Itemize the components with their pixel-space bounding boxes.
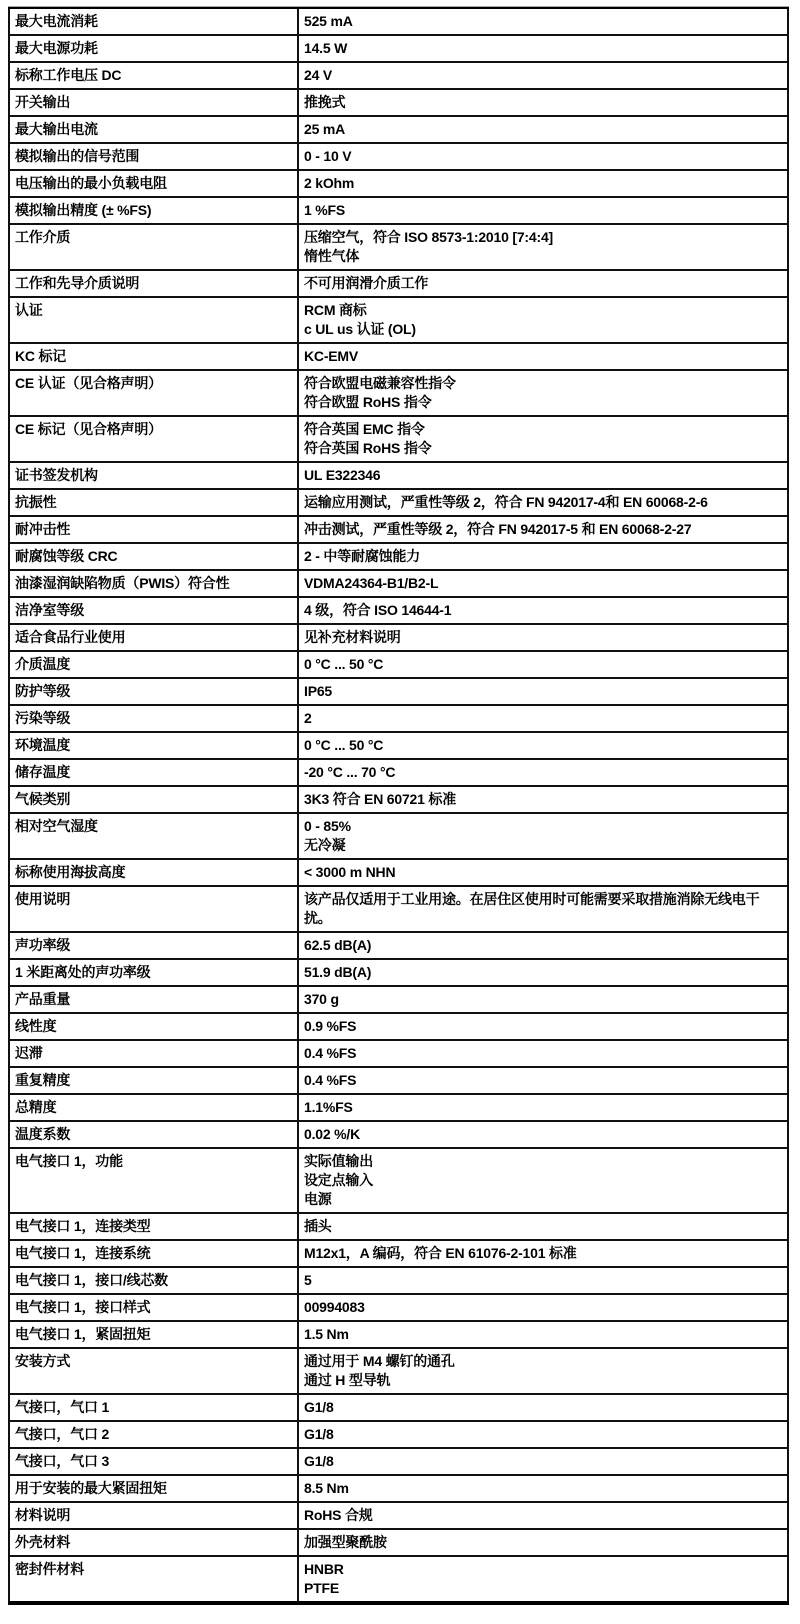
spec-property-label: 气接口，气口 2 xyxy=(9,1421,298,1448)
spec-property-value xyxy=(298,1348,788,1394)
spec-value-line: IP65 xyxy=(304,683,332,699)
spec-row xyxy=(9,35,788,62)
spec-value-line: 该产品仅适用于工业用途。在居住区使用时可能需要采取措施消除无线电干扰。 xyxy=(304,891,760,926)
spec-property-value xyxy=(298,813,788,859)
spec-value-line: 加强型聚酰胺 xyxy=(304,1534,387,1550)
spec-property-label: 温度系数 xyxy=(9,1121,298,1148)
spec-property-label: 最大电源功耗 xyxy=(9,35,298,62)
spec-row xyxy=(9,678,788,705)
spec-value-line: 0 - 85% xyxy=(304,818,351,834)
spec-row xyxy=(9,8,788,36)
spec-value-line: 实际值输出 xyxy=(304,1153,373,1169)
spec-property-label: 模拟输出精度 (± %FS) xyxy=(9,197,298,224)
spec-value-line: 00994083 xyxy=(304,1299,365,1315)
spec-row xyxy=(9,1240,788,1267)
spec-property-label: 耐冲击性 xyxy=(9,516,298,543)
spec-property-label: 声功率级 xyxy=(9,932,298,959)
spec-row xyxy=(9,1213,788,1240)
spec-property-value xyxy=(298,297,788,343)
spec-property-value xyxy=(298,343,788,370)
spec-property-label: 线性度 xyxy=(9,1013,298,1040)
spec-row xyxy=(9,1267,788,1294)
spec-property-label: 总精度 xyxy=(9,1094,298,1121)
spec-row xyxy=(9,859,788,886)
spec-value-line: G1/8 xyxy=(304,1426,334,1442)
spec-property-value xyxy=(298,570,788,597)
spec-value-line: 2 xyxy=(304,710,312,726)
spec-property-label: 电气接口 1，接口/线芯数 xyxy=(9,1267,298,1294)
technical-data-table xyxy=(8,6,789,1605)
spec-row xyxy=(9,1321,788,1348)
spec-property-value xyxy=(298,1421,788,1448)
spec-value-line: KC-EMV xyxy=(304,348,359,364)
spec-property-label: 污染等级 xyxy=(9,705,298,732)
spec-value-line: 符合欧盟电磁兼容性指令 xyxy=(304,375,456,391)
spec-property-label: 电气接口 1，连接类型 xyxy=(9,1213,298,1240)
spec-row xyxy=(9,1294,788,1321)
spec-property-label: 最大输出电流 xyxy=(9,116,298,143)
spec-property-label: 密封件材料 xyxy=(9,1556,298,1603)
spec-value-line: RoHS 合规 xyxy=(304,1507,373,1523)
spec-value-line: 370 g xyxy=(304,991,339,1007)
spec-value-line: 设定点输入 xyxy=(304,1172,373,1188)
spec-row xyxy=(9,1394,788,1421)
spec-property-value xyxy=(298,624,788,651)
spec-property-label: 用于安装的最大紧固扭矩 xyxy=(9,1475,298,1502)
spec-row xyxy=(9,705,788,732)
spec-value-line: 无冷凝 xyxy=(304,837,346,853)
spec-value-line: G1/8 xyxy=(304,1453,334,1469)
spec-row xyxy=(9,1013,788,1040)
spec-row xyxy=(9,932,788,959)
spec-property-value xyxy=(298,1013,788,1040)
spec-property-value xyxy=(298,759,788,786)
spec-value-line: 62.5 dB(A) xyxy=(304,937,372,953)
spec-value-line: 24 V xyxy=(304,67,332,83)
spec-value-line: 符合英国 EMC 指令 xyxy=(304,421,425,437)
spec-property-value xyxy=(298,543,788,570)
spec-row xyxy=(9,170,788,197)
spec-value-line: 25 mA xyxy=(304,121,346,137)
spec-value-line: 运输应用测试，严重性等级 2，符合 FN 942017-4和 EN 60068-2-6 xyxy=(304,494,708,510)
spec-property-label: 电气接口 1，功能 xyxy=(9,1148,298,1213)
spec-property-value xyxy=(298,932,788,959)
spec-row xyxy=(9,986,788,1013)
spec-value-line: 5 xyxy=(304,1272,312,1288)
spec-row xyxy=(9,1148,788,1213)
spec-property-value xyxy=(298,1094,788,1121)
spec-property-value xyxy=(298,35,788,62)
spec-property-label: 环境温度 xyxy=(9,732,298,759)
spec-property-label: 气候类别 xyxy=(9,786,298,813)
spec-property-label: 认证 xyxy=(9,297,298,343)
spec-value-line: 符合欧盟 RoHS 指令 xyxy=(304,394,432,410)
spec-property-value xyxy=(298,370,788,416)
spec-row xyxy=(9,1348,788,1394)
spec-value-line: < 3000 m NHN xyxy=(304,864,396,880)
spec-property-value xyxy=(298,489,788,516)
spec-property-value xyxy=(298,62,788,89)
spec-property-label: 标称工作电压 DC xyxy=(9,62,298,89)
spec-value-line: 3K3 符合 EN 60721 标准 xyxy=(304,791,457,807)
spec-property-value xyxy=(298,705,788,732)
spec-property-label: 适合食品行业使用 xyxy=(9,624,298,651)
spec-value-line: 惰性气体 xyxy=(304,248,360,264)
spec-row xyxy=(9,416,788,462)
spec-property-value xyxy=(298,597,788,624)
datasheet-page xyxy=(0,6,800,1605)
spec-row xyxy=(9,462,788,489)
spec-property-value xyxy=(298,1475,788,1502)
spec-value-line: 0.02 %/K xyxy=(304,1126,360,1142)
spec-property-value xyxy=(298,416,788,462)
spec-row xyxy=(9,62,788,89)
spec-property-label: 迟滞 xyxy=(9,1040,298,1067)
spec-property-value xyxy=(298,1121,788,1148)
spec-row xyxy=(9,1421,788,1448)
spec-value-line: 符合英国 RoHS 指令 xyxy=(304,440,432,456)
spec-property-value xyxy=(298,1213,788,1240)
spec-row xyxy=(9,597,788,624)
spec-property-label: 相对空气湿度 xyxy=(9,813,298,859)
spec-property-value xyxy=(298,1267,788,1294)
spec-property-label: 耐腐蚀等级 CRC xyxy=(9,543,298,570)
spec-property-value xyxy=(298,678,788,705)
spec-property-label: 重复精度 xyxy=(9,1067,298,1094)
spec-property-value xyxy=(298,1148,788,1213)
spec-property-value xyxy=(298,986,788,1013)
spec-row xyxy=(9,624,788,651)
spec-value-line: 1.1%FS xyxy=(304,1099,353,1115)
spec-property-value xyxy=(298,1556,788,1603)
spec-value-line: 电源 xyxy=(304,1191,332,1207)
spec-property-value xyxy=(298,270,788,297)
spec-property-label: 1 米距离处的声功率级 xyxy=(9,959,298,986)
spec-property-value xyxy=(298,197,788,224)
spec-row xyxy=(9,1556,788,1603)
spec-property-value xyxy=(298,170,788,197)
spec-row xyxy=(9,1475,788,1502)
spec-property-value xyxy=(298,859,788,886)
spec-property-value xyxy=(298,8,788,36)
spec-row xyxy=(9,1067,788,1094)
spec-property-value xyxy=(298,462,788,489)
spec-row xyxy=(9,759,788,786)
spec-value-line: HNBR xyxy=(304,1561,344,1577)
spec-row xyxy=(9,116,788,143)
spec-property-label: 最大电流消耗 xyxy=(9,8,298,36)
spec-row xyxy=(9,886,788,932)
spec-property-value xyxy=(298,1240,788,1267)
spec-value-line: RCM 商标 xyxy=(304,302,367,318)
spec-value-line: 0 °C ... 50 °C xyxy=(304,656,384,672)
spec-value-line: 通过用于 M4 螺钉的通孔 xyxy=(304,1353,455,1369)
spec-property-label: 电压输出的最小负载电阻 xyxy=(9,170,298,197)
spec-value-line: 0 °C ... 50 °C xyxy=(304,737,384,753)
spec-property-label: CE 认证（见合格声明） xyxy=(9,370,298,416)
spec-row xyxy=(9,370,788,416)
spec-value-line: 0.4 %FS xyxy=(304,1045,357,1061)
spec-property-value xyxy=(298,1294,788,1321)
spec-value-line: 插头 xyxy=(304,1218,332,1234)
spec-property-label: 抗振性 xyxy=(9,489,298,516)
spec-property-value xyxy=(298,1502,788,1529)
spec-value-line: 2 - 中等耐腐蚀能力 xyxy=(304,548,421,564)
spec-property-label: 气接口，气口 3 xyxy=(9,1448,298,1475)
spec-value-line: 0.9 %FS xyxy=(304,1018,357,1034)
spec-value-line: 51.9 dB(A) xyxy=(304,964,372,980)
spec-property-value xyxy=(298,143,788,170)
spec-value-line: 通过 H 型导轨 xyxy=(304,1372,391,1388)
spec-property-value xyxy=(298,116,788,143)
spec-row xyxy=(9,1040,788,1067)
spec-property-value xyxy=(298,1321,788,1348)
spec-value-line: 1 %FS xyxy=(304,202,346,218)
spec-value-line: M12x1，A 编码，符合 EN 61076-2-101 标准 xyxy=(304,1245,577,1261)
spec-row xyxy=(9,489,788,516)
spec-row xyxy=(9,570,788,597)
spec-row xyxy=(9,89,788,116)
spec-row xyxy=(9,224,788,270)
spec-value-line: 见补充材料说明 xyxy=(304,629,401,645)
spec-property-label: KC 标记 xyxy=(9,343,298,370)
spec-row xyxy=(9,1448,788,1475)
spec-property-value xyxy=(298,89,788,116)
spec-property-label: 储存温度 xyxy=(9,759,298,786)
spec-row xyxy=(9,732,788,759)
spec-property-value xyxy=(298,1529,788,1556)
spec-property-value xyxy=(298,651,788,678)
spec-property-label: 使用说明 xyxy=(9,886,298,932)
spec-row xyxy=(9,786,788,813)
top-divider xyxy=(8,6,789,7)
spec-row xyxy=(9,1094,788,1121)
spec-property-label: 证书签发机构 xyxy=(9,462,298,489)
spec-property-label: 模拟输出的信号范围 xyxy=(9,143,298,170)
spec-property-label: CE 标记（见合格声明） xyxy=(9,416,298,462)
spec-property-label: 防护等级 xyxy=(9,678,298,705)
spec-property-label: 油漆湿润缺陷物质（PWIS）符合性 xyxy=(9,570,298,597)
spec-value-line: 压缩空气，符合 ISO 8573-1:2010 [7:4:4] xyxy=(304,229,553,245)
spec-row xyxy=(9,297,788,343)
spec-value-line: 14.5 W xyxy=(304,40,348,56)
spec-row xyxy=(9,270,788,297)
spec-property-value xyxy=(298,224,788,270)
spec-value-line: 不可用润滑介质工作 xyxy=(304,275,429,291)
spec-property-value xyxy=(298,786,788,813)
spec-value-line: 冲击测试，严重性等级 2，符合 FN 942017-5 和 EN 60068-2-27 xyxy=(304,521,692,537)
spec-value-line: -20 °C ... 70 °C xyxy=(304,764,396,780)
spec-property-label: 材料说明 xyxy=(9,1502,298,1529)
spec-property-label: 电气接口 1，接口样式 xyxy=(9,1294,298,1321)
spec-property-label: 标称使用海拔高度 xyxy=(9,859,298,886)
spec-value-line: 525 mA xyxy=(304,13,353,29)
spec-property-value xyxy=(298,1067,788,1094)
spec-row xyxy=(9,651,788,678)
spec-row xyxy=(9,1529,788,1556)
spec-property-value xyxy=(298,1394,788,1421)
spec-property-label: 工作和先导介质说明 xyxy=(9,270,298,297)
spec-row xyxy=(9,543,788,570)
spec-value-line: 0 - 10 V xyxy=(304,148,352,164)
spec-property-label: 工作介质 xyxy=(9,224,298,270)
spec-value-line: PTFE xyxy=(304,1580,339,1596)
spec-property-label: 电气接口 1，紧固扭矩 xyxy=(9,1321,298,1348)
spec-row xyxy=(9,1502,788,1529)
spec-row xyxy=(9,1121,788,1148)
spec-value-line: 推挽式 xyxy=(304,94,346,110)
spec-row xyxy=(9,516,788,543)
spec-property-label: 洁净室等级 xyxy=(9,597,298,624)
spec-row xyxy=(9,813,788,859)
spec-value-line: 1.5 Nm xyxy=(304,1326,349,1342)
spec-property-label: 安装方式 xyxy=(9,1348,298,1394)
spec-value-line: VDMA24364-B1/B2-L xyxy=(304,575,439,591)
spec-property-label: 介质温度 xyxy=(9,651,298,678)
spec-property-label: 电气接口 1，连接系统 xyxy=(9,1240,298,1267)
spec-property-value xyxy=(298,886,788,932)
spec-value-line: G1/8 xyxy=(304,1399,334,1415)
spec-value-line: c UL us 认证 (OL) xyxy=(304,321,416,337)
spec-value-line: 4 级，符合 ISO 14644-1 xyxy=(304,602,452,618)
spec-property-value xyxy=(298,516,788,543)
spec-row xyxy=(9,343,788,370)
spec-property-value xyxy=(298,1040,788,1067)
spec-value-line: 0.4 %FS xyxy=(304,1072,357,1088)
spec-row xyxy=(9,197,788,224)
spec-property-label: 外壳材料 xyxy=(9,1529,298,1556)
spec-property-value xyxy=(298,959,788,986)
spec-table-body xyxy=(9,8,788,1604)
spec-row xyxy=(9,143,788,170)
spec-property-value xyxy=(298,732,788,759)
spec-row xyxy=(9,959,788,986)
spec-property-label: 开关输出 xyxy=(9,89,298,116)
spec-property-label: 产品重量 xyxy=(9,986,298,1013)
spec-property-label: 气接口，气口 1 xyxy=(9,1394,298,1421)
spec-value-line: 2 kOhm xyxy=(304,175,355,191)
spec-value-line: UL E322346 xyxy=(304,467,381,483)
spec-property-value xyxy=(298,1448,788,1475)
spec-value-line: 8.5 Nm xyxy=(304,1480,349,1496)
